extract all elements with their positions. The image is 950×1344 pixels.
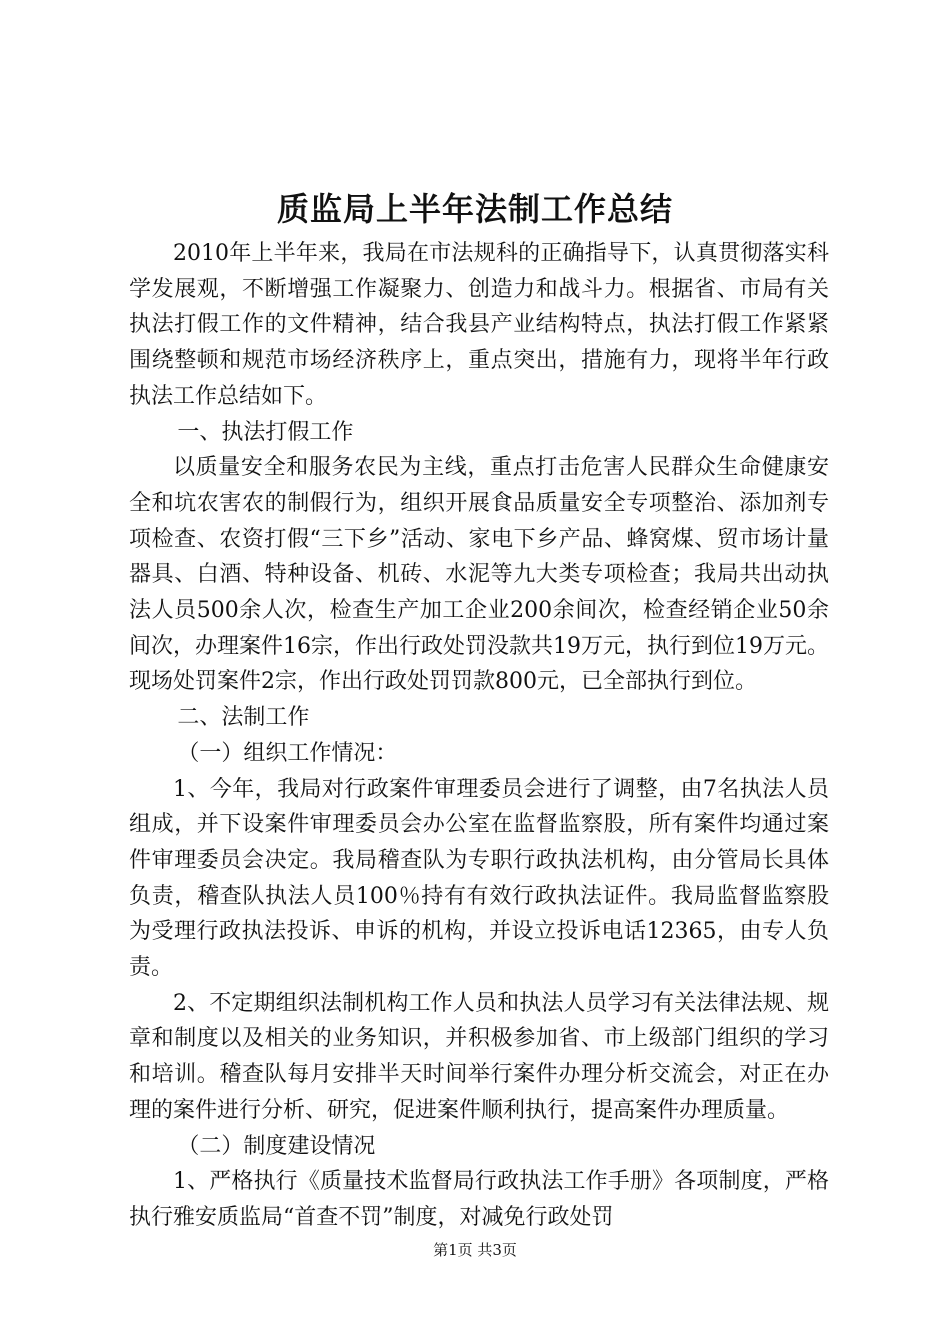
law-enforcement-paragraph: 以质量安全和服务农民为主线，重点打击危害人民群众生命健康安全和坑农害农的制假行为，组织开展食品质量安全专项整治、添加剂专项检查、农资打假“三下乡”活动、家电下乡产品、蜂窝煤、贸市场计量器具、白酒、特种设备、机砖、水泥等九大类专项检查；我局共出动执法人员500余人次，检查生产加工企业200余间次，检查经销企业50余间次，办理案件16宗，作出行政处罚没款共19万元，执行到位19万元。现场处罚案件2宗，作出行政处罚罚款800元，已全部执行到位。 xyxy=(129,455,829,695)
document-title: 质监局上半年法制工作总结 xyxy=(276,190,673,228)
organization-item-1: 1、今年，我局对行政案件审理委员会进行了调整，由7名执法人员组成，并下设案件审理委员会办公室在监督监察股，所有案件均通过案件审理委员会决定。我局稽查队为专职行政执法机构，由分管局长具体负责，稽查队执法人员100％持有有效行政执法证件。我局监督监察股为受理行政执法投诉、申诉的机构，并设立投诉电话12365，由专人负责。 xyxy=(129,776,829,981)
subsection-heading-system-building: （二）制度建设情况 xyxy=(177,1133,376,1159)
page-indicator: 第1页 共3页 xyxy=(433,1241,517,1259)
intro-paragraph: 2010年上半年来，我局在市法规科的正确指导下，认真贯彻落实科学发展观，不断增强工作凝聚力、创造力和战斗力。根据省、市局有关执法打假工作的文件精神，结合我县产业结构特点，执法打假工作紧紧围绕整顿和规范市场经济秩序上，重点突出，措施有力，现将半年行政执法工作总结如下。 xyxy=(129,241,829,409)
section-heading-law-enforcement: 一、执法打假工作 xyxy=(177,419,354,445)
section-heading-legal-work: 二、法制工作 xyxy=(177,705,310,731)
organization-item-2: 2、不定期组织法制机构工作人员和执法人员学习有关法律法规、规章和制度以及相关的业务知识，并积极参加省、市上级部门组织的学习和培训。稽查队每月安排半天时间举行案件办理分析交流会，对正在办理的案件进行分析、研究，促进案件顺利执行，提高案件办理质量。 xyxy=(129,990,829,1123)
document-body xyxy=(129,236,829,1236)
subsection-heading-organization: （一）组织工作情况： xyxy=(177,740,398,766)
system-building-item-1: 1、严格执行《质量技术监督局行政执法工作手册》各项制度，严格执行雅安质监局“首查不罚”制度，对减免行政处罚 xyxy=(129,1169,829,1230)
